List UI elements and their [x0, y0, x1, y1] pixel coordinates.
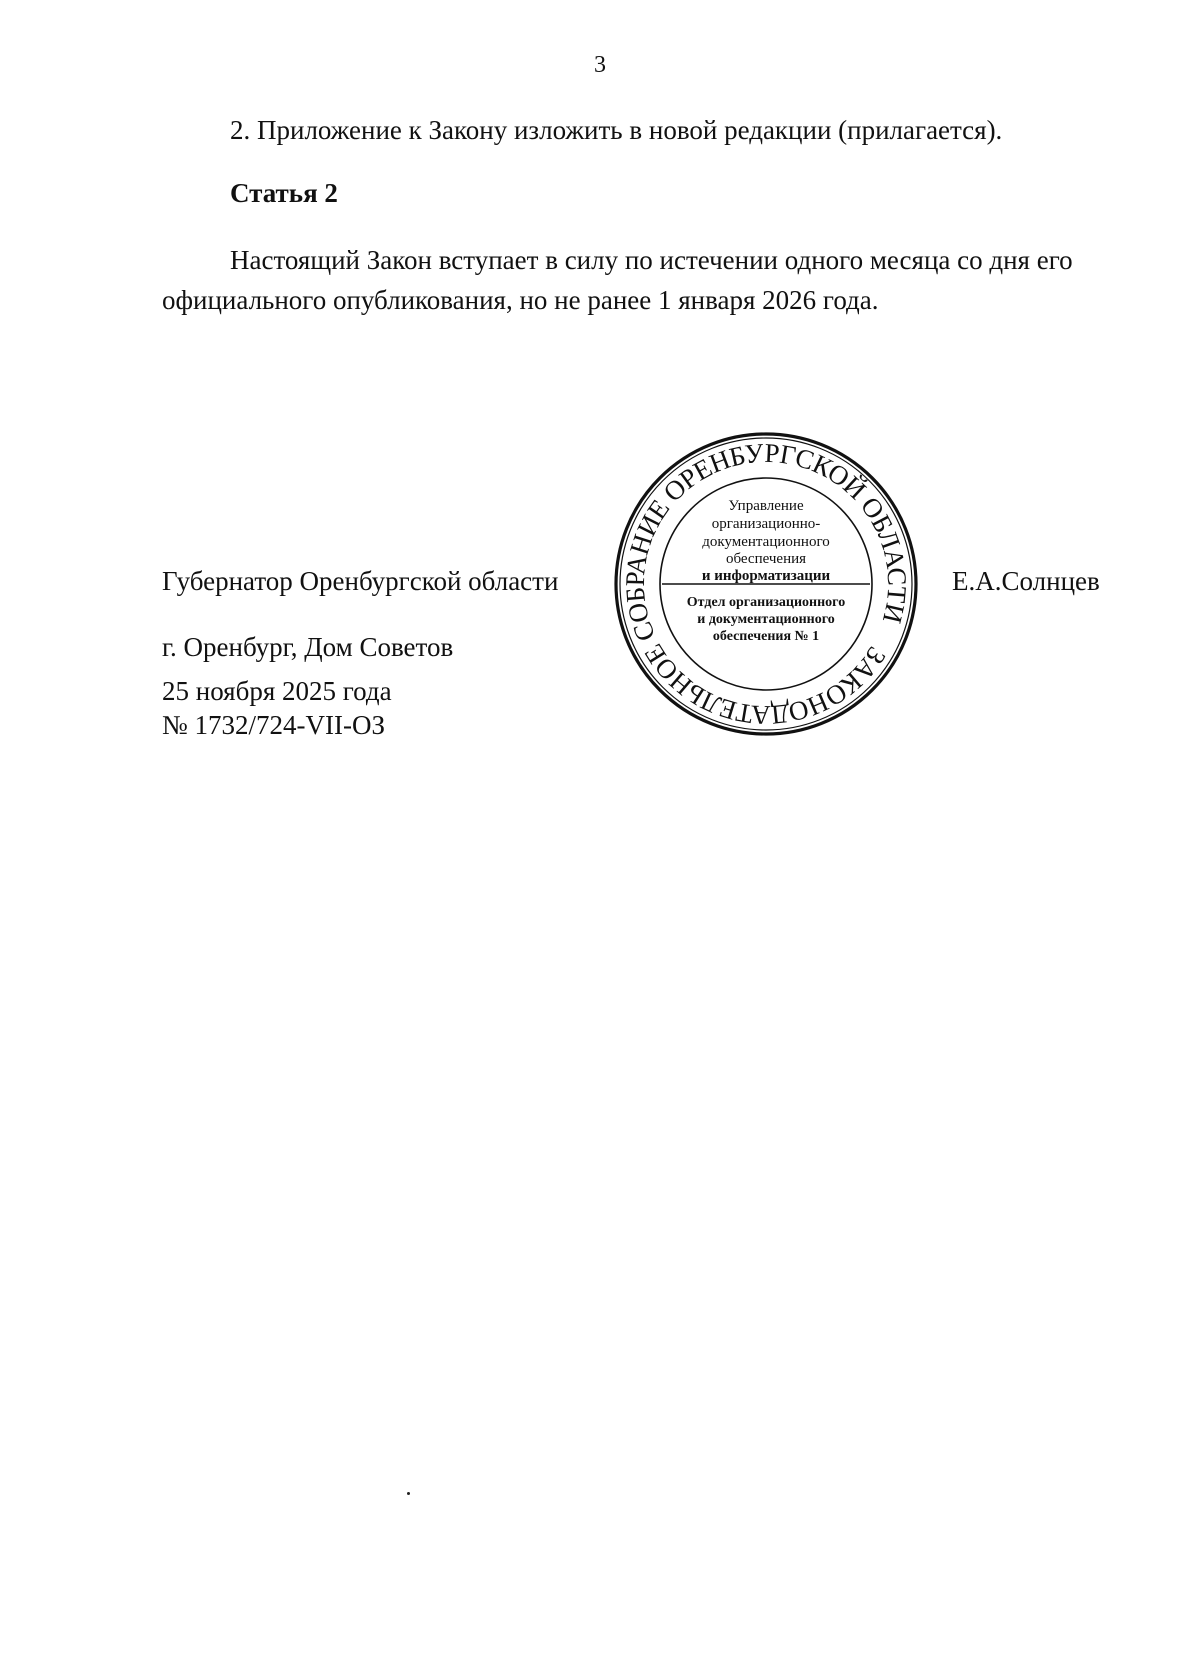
signing-date: 25 ноября 2025 года — [162, 676, 392, 706]
seal-inner-line-5: и информатизации — [701, 568, 831, 584]
seal-inner-line-2: организационно- — [711, 516, 821, 532]
seal-inner-line-1: Управление — [728, 498, 804, 514]
seal-inner-line-8: обеспечения № 1 — [712, 629, 820, 644]
seal-graphic — [610, 428, 922, 740]
seal-ring-text: ЗАКОНОДАТЕЛЬНОЕ СОБРАНИЕ ОРЕНБУРГСКОЙ ОБЛАСТИ — [619, 437, 913, 731]
official-seal — [610, 428, 922, 740]
article-2-heading: Статья 2 — [230, 178, 338, 208]
seal-inner-line-4: обеспечения — [725, 551, 807, 567]
seal-inner-line-7: и документационного — [697, 612, 835, 627]
signatory-name: Е.А.Солнцев — [952, 566, 1100, 596]
stray-dot — [407, 1492, 410, 1495]
seal-inner-line-6: Отдел организационного — [686, 595, 846, 610]
item-2-paragraph: 2. Приложение к Закону изложить в новой редакции (прилагается). — [230, 115, 1003, 145]
page-number: 3 — [594, 52, 606, 78]
seal-inner-line-3: документационного — [702, 534, 830, 550]
article-2-text-line-2: официального опубликования, но не ранее 1 января 2026 года. — [162, 285, 879, 315]
law-number: № 1732/724-VII-ОЗ — [162, 710, 386, 740]
signatory-position: Губернатор Оренбургской области — [162, 566, 559, 596]
article-2-text-line-1: Настоящий Закон вступает в силу по истечении одного месяца со дня его — [230, 245, 1073, 275]
signing-place: г. Оренбург, Дом Советов — [162, 632, 454, 662]
